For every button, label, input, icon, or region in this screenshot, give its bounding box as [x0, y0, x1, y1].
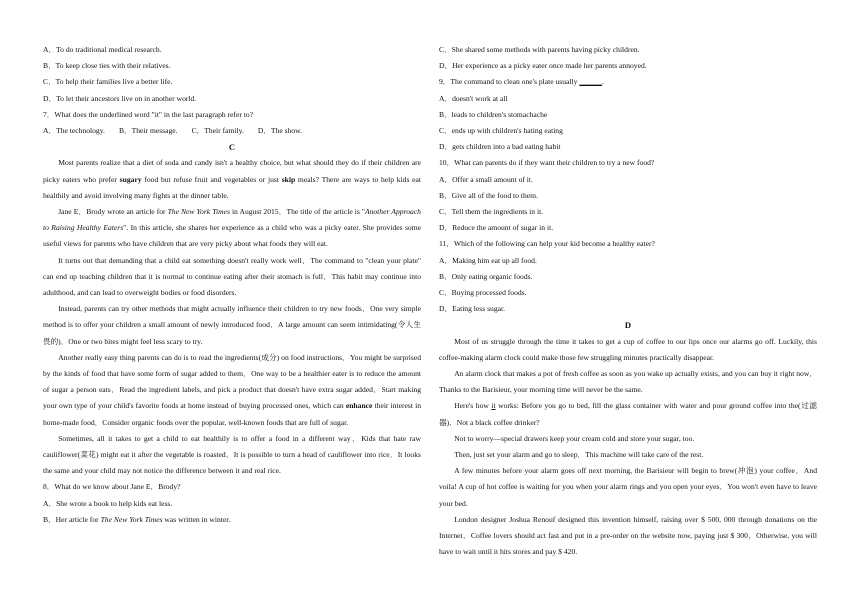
q8-option-b: B．Her article for The New York Times was written in winter.: [43, 514, 231, 524]
left-column: [43, 42, 421, 528]
passage-c-paragraph-3: It turns out that demanding that a child eat something doesn't really work well．The command to "clean your plate" can end up teaching children that it is normal to continue eating after their stomach is full．This habit may continue into adulthood, and can lead to overweight bodies or food disorders.: [43, 255, 421, 298]
bold-word-enhance: enhance: [345, 401, 373, 411]
q9-option-c: C．ends up with children's hating eating: [439, 126, 563, 136]
q7-options: [43, 123, 421, 139]
italic-article-title: Another Approach to Raising Healthy Eaters: [43, 207, 421, 233]
passage-c-paragraph-1: Most parents realize that a diet of soda and candy isn't a healthy choice, but what should they do if their children are picky eaters who prefer sugary food but refuse fruit and vegetables or just skip meals? There are ways to help kids eat healthily and avoid involving many fights at the dinner table.: [43, 158, 421, 200]
underlined-it: it: [491, 401, 496, 411]
passage-c-paragraph-4: Instead, parents can try other methods that might actually influence their children to try new foods．One very simple method is to offer your children a small amount of newly introduced food．A large amount can seem intimidating(令人生畏的)．One or two bites might feel less scary to try.: [43, 304, 421, 346]
q8-option-d: D．Her experience as a picky eater once made her parents annoyed.: [439, 61, 647, 71]
q11-option-d: D．Eating less sugar.: [439, 304, 506, 314]
passage-d-paragraph-3: Here's how it works: Before you go to bed, fill the glass container with water and pour ground coffee into the(过滤器)．Not a black coffee drinker?: [439, 401, 817, 427]
q11-option-a: A．Making him eat up all food.: [439, 255, 537, 265]
q8-stem: 8．What do we know about Jane E．Brody?: [43, 482, 181, 492]
q9-option-a: A．doesn't work at all: [439, 93, 508, 103]
passage-c-paragraph-5: Another really easy thing parents can do is to read the ingredients(成分) on food instructions．You might be surprised by the kinds of food that have some form of sugar added to them．One way to be a healthier eater is to reduce the amount of sugar a person eats．Read the ingredient labels, and pick a product that doesn't have extra sugar added．Start making your own type of your child's favorite foods at home instead of buying processed ones, which can enhance their interest in home-made food．Consider organic foods over the popular, well-known foods that are full of sugar.: [43, 352, 421, 427]
q7-option-a: A．The technology.: [43, 126, 105, 136]
q7-option-b: B．Their message.: [118, 126, 178, 136]
q9-option-b: B．leads to children's stomachache: [439, 109, 548, 119]
q11-option-b: B．Only eating organic foods.: [439, 271, 533, 281]
q8-option-c: C．She shared some methods with parents having picky children.: [439, 45, 640, 54]
section-c-heading: C: [228, 142, 236, 153]
q9-stem: 9．The command to clean one's plate usually ______.: [439, 77, 605, 87]
q9-option-d: D．gets children into a bad eating habit: [439, 142, 561, 152]
passage-d-paragraph-2: An alarm clock that makes a pot of fresh coffee as soon as you wake up actually exists, and you can buy it right now．Thanks to the Barisieur, your morning time will never be the same.: [439, 369, 817, 395]
passage-d-paragraph-7: London designer Joshua Renouf designed this invention himself, raising over $ 500, 000 through donations on the Internet．Coffee lovers should act fast and put in a pre-order on the website now, paying just $ 300．Otherwise, you will have to wait until it hits stores and pay $ 420.: [439, 514, 817, 557]
q9-blank: ______: [579, 77, 603, 87]
q6-option-b: B．To keep close ties with their relatives.: [43, 61, 171, 71]
q6-option-a: A．To do traditional medical research.: [43, 45, 162, 54]
bold-word-sugary: sugary: [119, 174, 142, 184]
section-d-heading: D: [624, 320, 632, 331]
q10-stem: 10．What can parents do if they want their children to try a new food?: [439, 158, 655, 168]
q10-option-c: C．Tell them the ingredients in it.: [439, 207, 544, 217]
q7-stem: 7．What does the underlined word "it" in the last paragraph refer to?: [43, 109, 254, 119]
passage-d-paragraph-1: Most of us struggle through the time it takes to get a cup of coffee to our lips once our alarms go off. Luckily, this coffee-making alarm clock could make those few struggling minutes practically disappear.: [439, 336, 817, 362]
q11-stem: 11．Which of the following can help your kid become a healthy eater?: [439, 239, 655, 249]
q7-option-d: D．The show.: [257, 126, 303, 136]
passage-c-paragraph-2: Jane E．Brody wrote an article for The New York Times in August 2015．The title of the article is "Another Approach to Raising Healthy Eaters". In this article, she shares her experience as a child who was a picky eater. She provides some useful views for parents who have children that are very picky about what foods they will eat.: [43, 207, 421, 249]
bold-word-skip: skip: [281, 174, 296, 184]
passage-d-paragraph-4: Not to worry—special drawers keep your cream cold and store your sugar, too.: [454, 433, 695, 443]
q10-option-b: B．Give all of the food to them.: [439, 190, 538, 200]
q6-option-c: C．To help their families live a better life.: [43, 77, 173, 87]
passage-c-paragraph-6: Sometimes, all it takes to get a child to eat healthily is to offer a food in a different way．Kids that hate raw cauliflower(菜花) might eat it after the vegetable is roasted．It is possible to turn a head of cauliflower into rice．It looks the same and your child may not notice the difference between it and real rice.: [43, 433, 421, 476]
q10-option-a: A．Offer a small amount of it.: [439, 174, 533, 184]
passage-d-paragraph-5: Then, just set your alarm and go to sleep．This machine will take care of the rest.: [454, 450, 704, 460]
passage-d-paragraph-6: A few minutes before your alarm goes off next morning, the Barisieur will begin to brew(冲泡) your coffee．And voila! A cup of hot coffee is waiting for you when your alarm rings and you open your eyes．You won't even have to leave your bed.: [439, 466, 817, 508]
italic-nyt: The New York Times: [167, 207, 230, 217]
q6-option-d: D．To let their ancestors live on in another world.: [43, 93, 197, 103]
q8-option-a: A．She wrote a book to help kids eat less.: [43, 498, 173, 508]
q11-option-c: C．Buying processed foods.: [439, 288, 527, 298]
right-column: [439, 42, 817, 561]
q7-option-c: C．Their family.: [191, 126, 244, 136]
q10-option-d: D．Reduce the amount of sugar in it.: [439, 223, 554, 233]
